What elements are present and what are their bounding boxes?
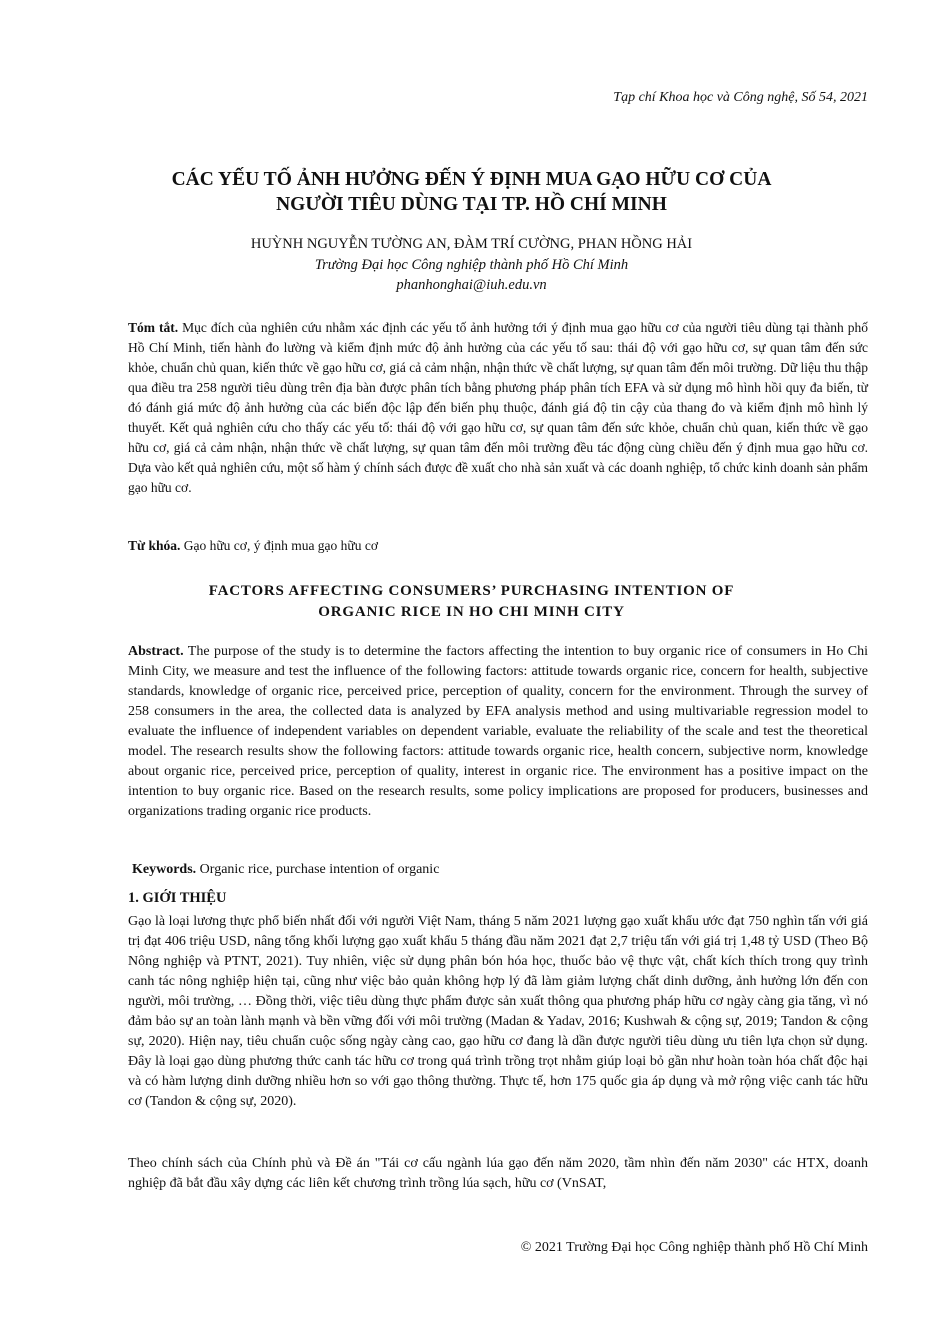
title-vietnamese [100,167,843,217]
title-en-line-1: FACTORS AFFECTING CONSUMERS’ PURCHASING INTENTION OF [208,583,735,599]
abstract-english [128,642,868,822]
introduction-paragraph-2: Theo chính sách của Chính phủ và Đề án "Tái cơ cấu ngành lúa gạo đến năm 2020, tầm nhìn đến năm 2030" các HTX, doanh nghiệp đã bắt đầu xây dựng các liên kết chương trình trồng lúa sạch, hữu cơ (VnSAT, [128,1156,868,1191]
abstract-vietnamese [128,318,868,498]
abstract-en-text: The purpose of the study is to determine the factors affecting the intention to buy organic rice of consumers in Ho Chi Minh City, we measure and test the influence of the following factors: attitude towards organic rice, concern for health, subjective standards, knowledge of organic rice, perceived price, perception of quality, concern for the environment. Through the survey of 258 consumers in the area, the collected data is analyzed by EFA analysis method and using multivariable regression model to evaluate the influence of independent variables on dependent variable, evaluate the reliability of the scale and test the theoretical model. The research results show the following factors: attitude towards organic rice, health concern, subjective norm, knowledge about organic rice, perceived price, perception of quality, interest in organic rice. The environment has a positive impact on the intention to buy organic rice. Based on the research results, some policy implications are proposed for producers, businesses and organizations trading organic rice products. [128,644,868,819]
keywords-en-text: Organic rice, purchase intention of organic [196,862,440,877]
abstract-vn-label: Tóm tắt. [128,320,179,335]
keywords-english [132,862,868,878]
section-heading-introduction: 1. GIỚI THIỆU [128,890,227,906]
keywords-vn-text: Gạo hữu cơ, ý định mua gạo hữu cơ [180,538,378,553]
title-en-line-2: ORGANIC RICE IN HO CHI MINH CITY [318,604,625,620]
title-english [100,581,843,623]
title-line-1: CÁC YẾU TỐ ẢNH HƯỞNG ĐẾN Ý ĐỊNH MUA GẠO HỮU CƠ CỦA [171,169,772,190]
abstract-vn-text: Mục đích của nghiên cứu nhằm xác định các yếu tố ảnh hưởng tới ý định mua gạo hữu cơ của người tiêu dùng tại thành phố Hồ Chí Minh, tiến hành đo lường và kiểm định mức độ ảnh hưởng của các yếu tố sau: thái độ với gạo hữu cơ, sự quan tâm đến sức khỏe, chuẩn chủ quan, kiến thức về gạo hữu cơ, giá cả cảm nhận, nhận thức về chất lượng, sự quan tâm đến môi trường. Dữ liệu thu thập qua điều tra 258 người tiêu dùng trên địa bàn được phân tích bằng phương pháp phân tích EFA và sử dụng mô hình hồi quy đa biến, từ đó đánh giá mức độ ảnh hưởng của các biến độc lập đến biến phụ thuộc, đánh giá độ tin cậy của thang đo và kiểm định mô hình lý thuyết. Kết quả nghiên cứu cho thấy các yếu tố: thái độ với gạo hữu cơ, sự quan tâm đến sức khỏe, chuẩn chủ quan, kiến thức về gạo hữu cơ, giá cả cảm nhận, nhận thức về chất lượng, sự quan tâm đến môi trường đều tác động cùng chiều đến ý định mua gạo hữu cơ. Dựa vào kết quả nghiên cứu, một số hàm ý chính sách được đề xuất cho nhà sản xuất và các doanh nghiệp, tổ chức kinh doanh sản phẩm gạo hữu cơ. [128,320,868,495]
keywords-en-label: Keywords. [132,862,197,877]
affiliation: Trường Đại học Công nghiệp thành phố Hồ Chí Minh [314,257,629,273]
journal-header: Tạp chí Khoa học và Công nghệ, Số 54, 2021 [613,90,868,105]
keywords-vietnamese [128,538,868,554]
contact-email: phanhonghai@iuh.edu.vn [396,277,547,293]
copyright-footer: © 2021 Trường Đại học Công nghiệp thành phố Hồ Chí Minh [520,1240,868,1255]
title-line-2: NGƯỜI TIÊU DÙNG TẠI TP. HỒ CHÍ MINH [276,194,667,215]
introduction-paragraph-1: Gạo là loại lương thực phổ biến nhất đối với người Việt Nam, tháng 5 năm 2021 lượng gạo xuất khẩu ước đạt 750 nghìn tấn với giá trị đạt 406 triệu USD, nâng tổng khối lượng gạo xuất khẩu 5 tháng đầu năm 2021 đạt 2,7 triệu tấn với giá trị 1,48 tỷ USD (Theo Bộ Nông nghiệp và PTNT, 2021). Tuy nhiên, việc sử dụng phân bón hóa học, thuốc bảo vệ thực vật, chất kích thích trong quy trình canh tác nông nghiệp hiện tại, cũng như việc bảo quản không hợp lý đã làm giảm lượng chất dinh dưỡng, ảnh hưởng lớn đến con người, môi trường, … Đồng thời, việc tiêu dùng thực phẩm được sản xuất thông qua phương pháp hữu cơ ngày càng gia tăng, vì nó đảm bảo sự an toàn lành mạnh và bền vững đối với môi trường (Madan & Yadav, 2016; Kushwah & cộng sự, 2019; Tandon & cộng sự, 2020). Hiện nay, tiêu chuẩn cuộc sống ngày càng cao, gạo hữu cơ đang là dần được người tiêu dùng ưu tiên lựa chọn sử dụng. Đây là loại gạo dùng phương thức canh tác hữu cơ trong quá trình trồng trọt nhằm giúp loại bỏ gần như hoàn toàn hóa chất độc hại và có hàm lượng dinh dưỡng nhiều hơn so với gạo thông thường. Thực tế, hơn 175 quốc gia áp dụng và mở rộng việc canh tác hữu cơ (Tandon & cộng sự, 2020). [128,914,868,1109]
author-list: HUỲNH NGUYỄN TƯỜNG AN, ĐÀM TRÍ CƯỜNG, PHAN HỒNG HẢI [250,236,693,252]
abstract-en-label: Abstract. [128,644,184,659]
keywords-vn-label: Từ khóa. [128,538,181,553]
